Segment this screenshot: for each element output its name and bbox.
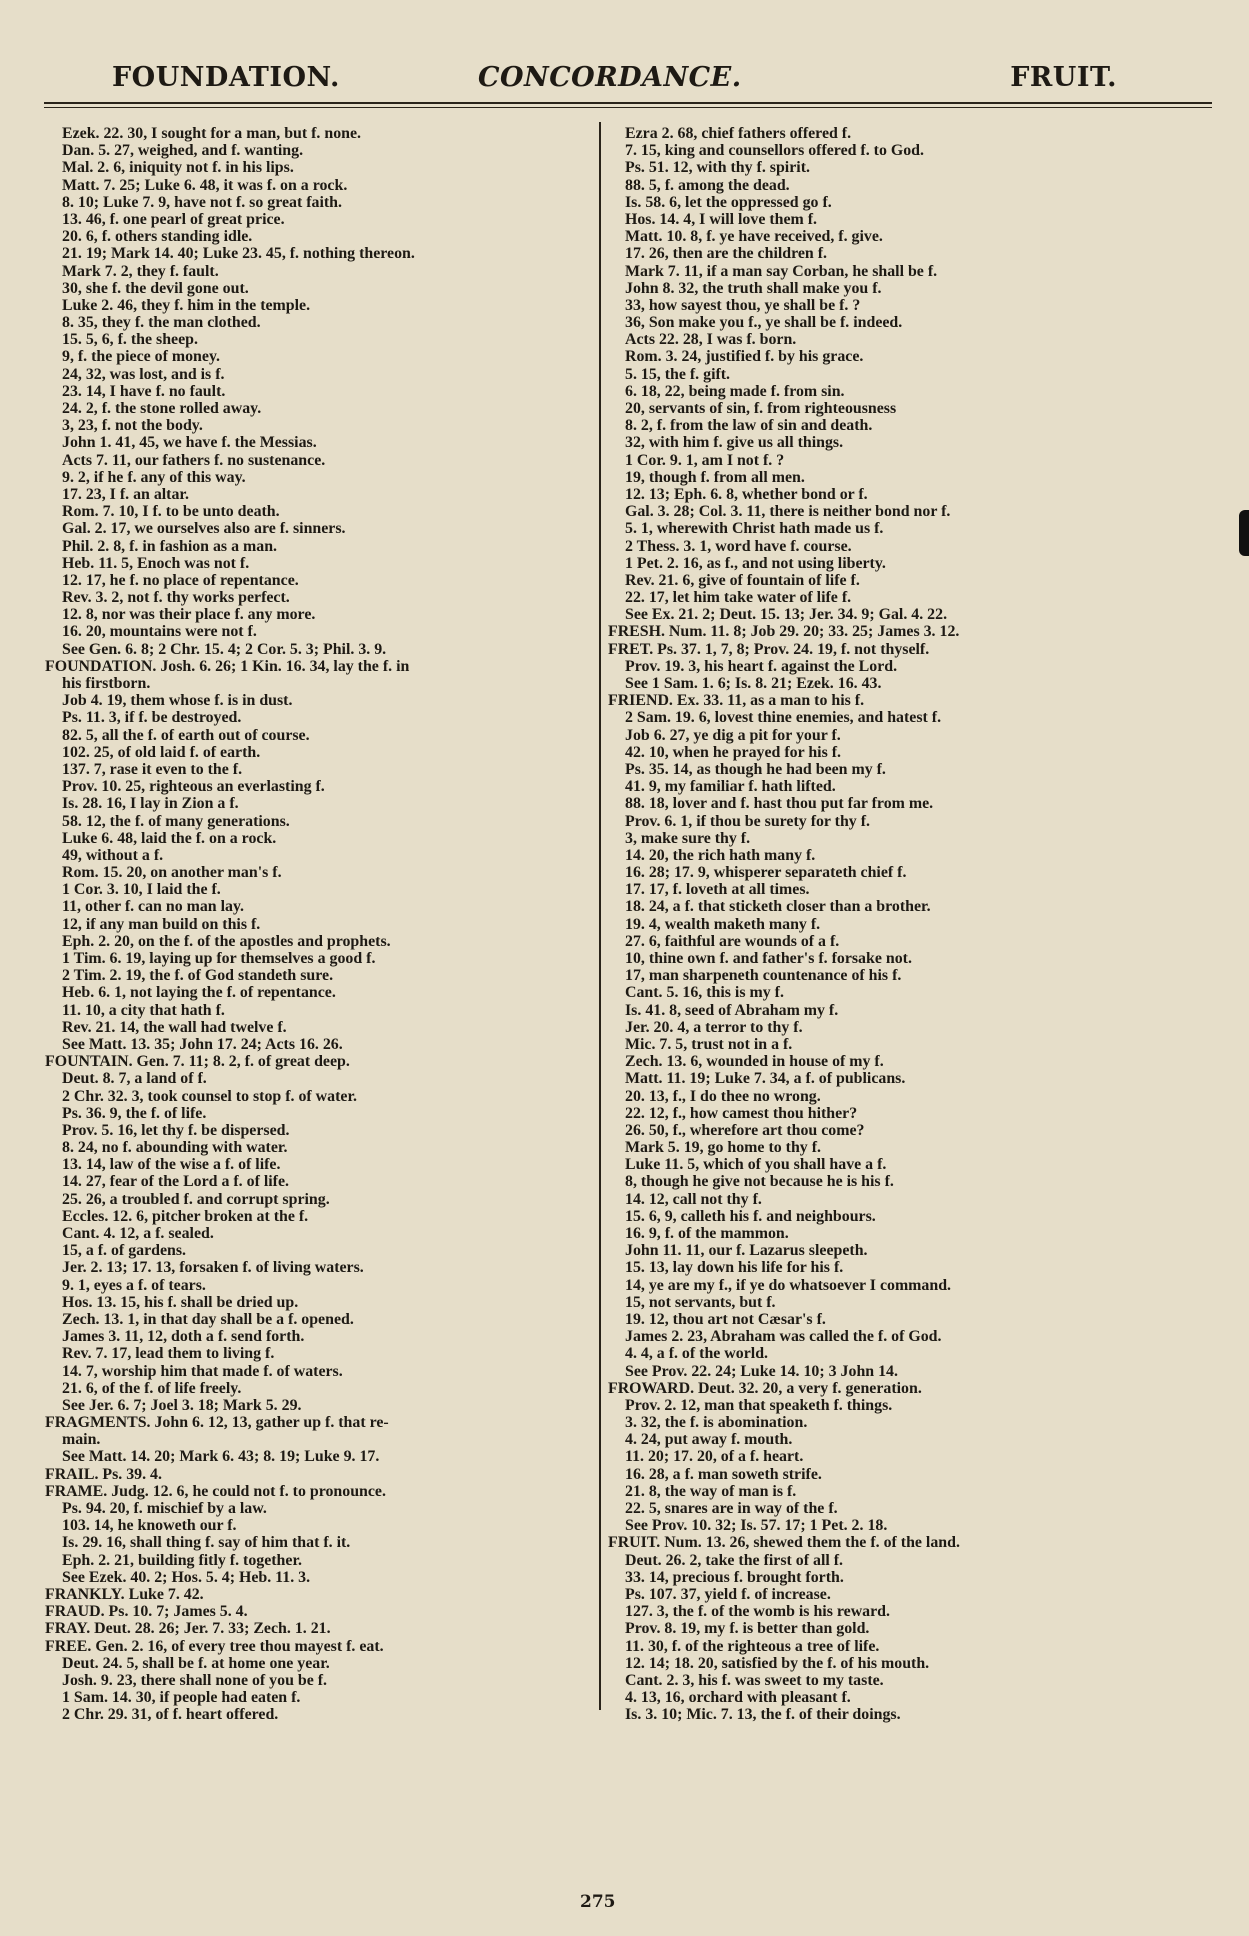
entry-reference-line: 1 Tim. 6. 19, laying up for themselves a good f. [62,950,376,967]
entry-reference-line: 3, make sure thy f. [625,829,751,847]
entry-reference-line: Prov. 2. 12, man that speaketh f. things. [625,1396,893,1414]
entry-headword-line: FRESH. Num. 11. 8; Job 29. 20; 33. 25; James 3. 12. [608,623,960,641]
entry-reference-line: 82. 5, all the f. of earth out of course. [62,726,310,744]
entry-reference-line: 12. 14; 18. 20, satisfied by the f. of his mouth. [625,1654,930,1672]
entry-reference-line: Job 6. 27, ye dig a pit for your f. [625,726,841,744]
entry-reference-line: 15. 13, lay down his life for his f. [625,1259,844,1277]
entry-headword-line: FRAUD. Ps. 10. 7; James 5. 4. [45,1603,248,1621]
entry-reference-line: 15, a f. of gardens. [62,1242,187,1260]
entry-reference-line: Phil. 2. 8, f. in fashion as a man. [62,537,278,555]
entry-headword-line: FRANKLY. Luke 7. 42. [45,1585,204,1603]
header-rule-thick [44,102,1212,104]
entry-reference-line: 15, not servants, but f. [625,1293,776,1311]
entry-reference-line: 88. 5, f. among the dead. [625,176,790,194]
entry-reference-line: 9. 1, eyes a f. of tears. [62,1276,206,1294]
entry-reference-line: 15. 5, 6, f. the sheep. [62,331,198,349]
entry-reference-line: Acts 7. 11, our fathers f. no sustenance. [62,451,326,469]
entry-reference-line: 20. 13, f., I do thee no wrong. [625,1087,821,1105]
entry-reference-line: 3. 32, the f. is abomination. [625,1414,808,1432]
entry-reference-line: 20. 6, f. others standing idle. [62,228,253,246]
entry-reference-line: Prov. 10. 25, righteous an everlasting f. [62,778,325,796]
entry-reference-line: Mic. 7. 5, trust not in a f. [625,1035,793,1053]
entry-reference-line: James 2. 23, Abraham was called the f. of God. [625,1328,942,1346]
entry-reference-line: 21. 8, the way of man is f. [625,1482,797,1500]
entry-reference-line: 2 Thess. 3. 1, word have f. course. [625,537,852,555]
entry-reference-line: 4. 4, a f. of the world. [625,1345,769,1363]
entry-reference-line: 7. 15, king and counsellors offered f. to God. [625,142,924,160]
entry-reference-line: Is. 3. 10; Mic. 7. 13, the f. of their doings. [625,1706,901,1724]
entry-reference-line: Jer. 2. 13; 17. 13, forsaken f. of living waters. [62,1259,364,1277]
entry-reference-line: Matt. 7. 25; Luke 6. 48, it was f. on a rock. [62,176,348,194]
entry-reference-line: 15. 6, 9, calleth his f. and neighbours. [625,1207,876,1225]
entry-reference-line: James 3. 11, 12, doth a f. send forth. [62,1328,305,1346]
entry-reference-line: 2 Chr. 29. 31, of f. heart offered. [62,1706,279,1724]
entry-reference-line: Luke 6. 48, laid the f. on a rock. [62,829,277,847]
entry-reference-line: See Prov. 22. 24; Luke 14. 10; 3 John 14. [625,1362,898,1380]
entry-reference-line: 24, 32, was lost, and is f. [62,365,225,383]
entry-headword-line: FRAME. Judg. 12. 6, he could not f. to pronounce. [45,1482,386,1500]
entry-reference-line: See Ex. 21. 2; Deut. 15. 13; Jer. 34. 9; Gal. 4. 22. [625,606,948,624]
entry-reference-line: 4. 13, 16, orchard with pleasant f. [625,1689,851,1707]
entry-reference-line: 22. 17, let him take water of life f. [625,589,852,607]
entry-reference-line: 10, thine own f. and father's f. forsake not. [625,950,912,967]
entry-reference-line: Prov. 19. 3, his heart f. against the Lord. [625,657,898,675]
entry-reference-line: 21. 6, of the f. of life freely. [62,1379,242,1397]
entry-reference-line: 42. 10, when he prayed for his f. [625,743,842,761]
entry-headword-line: FOUNDATION. Josh. 6. 26; 1 Kin. 16. 34, lay the f. in [45,657,410,675]
entry-reference-line: Deut. 24. 5, shall be f. at home one year. [62,1654,330,1672]
entry-reference-line: Zech. 13. 6, wounded in house of my f. [625,1053,884,1071]
entry-reference-line: Luke 2. 46, they f. him in the temple. [62,296,311,314]
entry-reference-line: 41. 9, my familiar f. hath lifted. [625,778,836,796]
entry-reference-line: 127. 3, the f. of the womb is his reward. [625,1603,890,1621]
entry-reference-line: John 1. 41, 45, we have f. the Messias. [62,434,317,452]
entry-reference-line: Rom. 3. 24, justified f. by his grace. [625,348,864,366]
entry-headword-line: FRUIT. Num. 13. 26, shewed them the f. of the land. [608,1534,960,1552]
entry-reference-line: 49, without a f. [62,846,164,864]
entry-reference-line: John 11. 11, our f. Lazarus sleepeth. [625,1242,868,1260]
entry-reference-line: 22. 5, snares are in way of the f. [625,1500,838,1517]
right-column [608,125,1174,1724]
entry-headword-line: FROWARD. Deut. 32. 20, a very f. generation. [608,1379,922,1397]
entry-reference-line: 23. 14, I have f. no fault. [62,382,226,400]
entry-reference-line: Luke 11. 5, which of you shall have a f. [625,1156,887,1174]
entry-reference-line: Is. 28. 16, I lay in Zion a f. [62,795,239,813]
entry-reference-line: 88. 18, lover and f. hast thou put far from me. [625,795,934,813]
entry-reference-line: Rev. 21. 14, the wall had twelve f. [62,1018,287,1036]
entry-reference-line: 103. 14, he knoweth our f. [62,1517,237,1535]
entry-reference-line: Zech. 13. 1, in that day shall be a f. opened. [62,1310,354,1328]
entry-reference-line: 14. 7, worship him that made f. of waters. [62,1362,343,1380]
entry-reference-line: 137. 7, rase it even to the f. [62,760,243,778]
header-rule-thin [44,107,1212,108]
entry-reference-line: 19, though f. from all men. [625,468,805,486]
entry-reference-line: 33, how sayest thou, ye shall be f. ? [625,296,861,314]
entry-reference-line: Rev. 7. 17, lead them to living f. [62,1345,275,1363]
entry-reference-line: Gal. 3. 28; Col. 3. 11, there is neither bond nor f. [625,503,951,521]
entry-reference-line: 24. 2, f. the stone rolled away. [62,400,262,417]
entry-reference-line: 2 Chr. 32. 3, took counsel to stop f. of water. [62,1087,358,1105]
entry-reference-line: 14. 20, the rich hath many f. [625,846,816,864]
entry-reference-line: 4. 24, put away f. mouth. [625,1431,793,1449]
entry-reference-line: Hos. 14. 4, I will love them f. [625,210,817,228]
entry-reference-line: 2 Sam. 19. 6, lovest thine enemies, and hatest f. [625,709,942,727]
entry-reference-line: 5. 15, the f. gift. [625,365,731,383]
entry-reference-line: 8. 10; Luke 7. 9, have not f. so great faith. [62,193,342,211]
entry-headword-line: FOUNTAIN. Gen. 7. 11; 8. 2, f. of great deep. [45,1053,350,1071]
entry-reference-line: Matt. 11. 19; Luke 7. 34, a f. of publicans. [625,1070,906,1088]
header-last-entry: FRUIT. [1010,62,1117,93]
entry-reference-line: 21. 19; Mark 14. 40; Luke 23. 45, f. nothing thereon. [62,245,415,263]
entry-reference-line: 13. 14, law of the wise a f. of life. [62,1156,281,1174]
entry-reference-line: Ps. 35. 14, as though he had been my f. [625,760,886,778]
entry-reference-line: Heb. 6. 1, not laying the f. of repentance. [62,984,336,1002]
entry-reference-line: Mark 7. 11, if a man say Corban, he shall be f. [625,262,938,280]
entry-reference-line: 27. 6, faithful are wounds of a f. [625,932,840,950]
entry-headword-line: FRAIL. Ps. 39. 4. [45,1465,162,1483]
entry-reference-line: Ps. 11. 3, if f. be destroyed. [62,709,242,727]
entry-reference-line: Is. 58. 6, let the oppressed go f. [625,193,832,211]
entry-headword-line: FREE. Gen. 2. 16, of every tree thou mayest f. eat. [45,1637,384,1655]
entry-reference-line: Acts 22. 28, I was f. born. [625,331,797,349]
entry-reference-line: 25. 26, a troubled f. and corrupt spring. [62,1190,330,1208]
entry-reference-line: 32, with him f. give us all things. [625,434,844,452]
entry-reference-line: 30, she f. the devil gone out. [62,279,249,297]
entry-reference-line: 12. 17, he f. no place of repentance. [62,571,299,589]
entry-reference-line: 20, servants of sin, f. from righteousness [625,400,897,417]
entry-reference-line: Rev. 3. 2, not f. thy works perfect. [62,589,290,607]
entry-reference-line: 8. 2, f. from the law of sin and death. [625,417,873,435]
entry-reference-line: Prov. 5. 16, let thy f. be dispersed. [62,1121,290,1139]
entry-reference-line: Rev. 21. 6, give of fountain of life f. [625,571,860,589]
entry-reference-line: 26. 50, f., wherefore art thou come? [625,1121,865,1139]
header-title: CONCORDANCE. [478,62,742,93]
running-header [0,62,1249,112]
entry-reference-line: Job 4. 19, them whose f. is in dust. [62,692,293,710]
entry-reference-line: Mark 5. 19, go home to thy f. [625,1139,821,1157]
entry-reference-line: 11. 20; 17. 20, of a f. heart. [625,1448,804,1466]
entry-reference-line: Cant. 2. 3, his f. was sweet to my taste. [625,1671,884,1689]
entry-reference-line: Prov. 6. 1, if thou be surety for thy f. [625,812,870,830]
entry-reference-line: Jer. 20. 4, a terror to thy f. [625,1018,803,1036]
entry-reference-line: 1 Pet. 2. 16, as f., and not using liberty. [625,554,886,572]
entry-reference-line: Ps. 36. 9, the f. of life. [62,1104,207,1122]
entry-reference-line: Deut. 26. 2, take the first of all f. [625,1551,844,1569]
entry-reference-line: 17. 26, then are the children f. [625,245,828,263]
entry-reference-line: Mal. 2. 6, iniquity not f. in his lips. [62,159,294,177]
entry-continuation-line: his firstborn. [62,675,151,692]
entry-reference-line: Eccles. 12. 6, pitcher broken at the f. [62,1207,309,1225]
entry-reference-line: 19. 12, thou art not Cæsar's f. [625,1310,826,1328]
entry-reference-line: 2 Tim. 2. 19, the f. of God standeth sure. [62,967,334,985]
entry-reference-line: 1 Sam. 14. 30, if people had eaten f. [62,1689,301,1707]
entry-reference-line: 8. 24, no f. abounding with water. [62,1139,288,1157]
entry-reference-line: John 8. 32, the truth shall make you f. [625,279,882,297]
entry-reference-line: 102. 25, of old laid f. of earth. [62,743,261,761]
entry-reference-line: 14. 12, call not thy f. [625,1190,762,1208]
entry-reference-line: 17. 17, f. loveth at all times. [625,881,810,899]
entry-reference-line: Gal. 2. 17, we ourselves also are f. sinners. [62,520,346,538]
entry-reference-line: 6. 18, 22, being made f. from sin. [625,382,845,400]
entry-reference-line: 22. 12, f., how camest thou hither? [625,1104,858,1122]
entry-reference-line: Prov. 8. 19, my f. is better than gold. [625,1620,870,1638]
entry-reference-line: Ps. 107. 37, yield f. of increase. [625,1585,831,1603]
entry-reference-line: Ezek. 22. 30, I sought for a man, but f. none. [62,125,362,142]
left-column [45,125,593,1724]
column-divider [599,122,601,1710]
entry-reference-line: Deut. 8. 7, a land of f. [62,1070,207,1088]
entry-reference-line: 14, ye are my f., if ye do whatsoever I command. [625,1276,952,1294]
entry-reference-line: Josh. 9. 23, there shall none of you be f. [62,1671,328,1689]
entry-reference-line: 33. 14, precious f. brought forth. [625,1568,844,1586]
entry-reference-line: 12, if any man build on this f. [62,915,261,933]
entry-reference-line: 9. 2, if he f. any of this way. [62,468,246,486]
entry-reference-line: Is. 41. 8, seed of Abraham my f. [625,1001,839,1019]
entry-reference-line: Cant. 4. 12, a f. sealed. [62,1225,214,1242]
entry-headword-line: FRET. Ps. 37. 1, 7, 8; Prov. 24. 19, f. not thyself. [608,640,930,658]
page-number: 275 [580,1892,616,1912]
page-edge-mark [1239,510,1249,556]
entry-reference-line: 16. 28; 17. 9, whisperer separateth chief f. [625,864,907,882]
header-first-entry: FOUNDATION. [112,62,340,93]
entry-reference-line: See Gen. 6. 8; 2 Chr. 15. 4; 2 Cor. 5. 3; Phil. 3. 9. [62,640,387,658]
entry-reference-line: Ezra 2. 68, chief fathers offered f. [625,125,852,142]
entry-headword-line: FRAGMENTS. John 6. 12, 13, gather up f. that re- [45,1414,389,1432]
entry-reference-line: See Ezek. 40. 2; Hos. 5. 4; Heb. 11. 3. [62,1568,311,1586]
entry-reference-line: 16. 28, a f. man soweth strife. [625,1465,822,1483]
entry-reference-line: 14. 27, fear of the Lord a f. of life. [62,1173,289,1191]
entry-reference-line: Eph. 2. 20, on the f. of the apostles and prophets. [62,932,391,950]
entry-reference-line: Mark 7. 2, they f. fault. [62,262,219,280]
entry-reference-line: 1 Cor. 9. 1, am I not f. ? [625,451,785,469]
entry-headword-line: FRAY. Deut. 28. 26; Jer. 7. 33; Zech. 1. 21. [45,1620,331,1638]
entry-reference-line: Eph. 2. 21, building fitly f. together. [62,1551,303,1569]
entry-headword-line: FRIEND. Ex. 33. 11, as a man to his f. [608,692,865,710]
entry-reference-line: 13. 46, f. one pearl of great price. [62,210,285,228]
entry-reference-line: See Matt. 14. 20; Mark 6. 43; 8. 19; Luke 9. 17. [62,1448,380,1466]
entry-reference-line: 11. 30, f. of the righteous a tree of life. [625,1637,880,1655]
entry-reference-line: 5. 1, wherewith Christ hath made us f. [625,520,884,538]
entry-reference-line: Rom. 7. 10, I f. to be unto death. [62,503,280,521]
entry-reference-line: 8. 35, they f. the man clothed. [62,314,261,332]
entry-reference-line: 12. 8, nor was their place f. any more. [62,606,316,624]
entry-reference-line: See Matt. 13. 35; John 17. 24; Acts 16. 26. [62,1035,343,1053]
entry-reference-line: 9, f. the piece of money. [62,348,220,366]
entry-reference-line: 16. 20, mountains were not f. [62,623,257,641]
entry-reference-line: Is. 29. 16, shall thing f. say of him that f. it. [62,1534,351,1552]
entry-reference-line: 11. 10, a city that hath f. [62,1001,225,1019]
entry-reference-line: 1 Cor. 3. 10, I laid the f. [62,881,221,899]
entry-reference-line: 8, though he give not because he is his f. [625,1173,894,1191]
entry-reference-line: 3, 23, f. not the body. [62,417,203,435]
entry-continuation-line: main. [62,1431,101,1449]
entry-reference-line: Dan. 5. 27, weighed, and f. wanting. [62,142,304,160]
entry-reference-line: 36, Son make you f., ye shall be f. indeed. [625,314,903,332]
entry-reference-line: 58. 12, the f. of many generations. [62,812,290,830]
entry-reference-line: Matt. 10. 8, f. ye have received, f. give. [625,228,883,246]
entry-reference-line: Ps. 94. 20, f. mischief by a law. [62,1500,267,1517]
entry-reference-line: See Jer. 6. 7; Joel 3. 18; Mark 5. 29. [62,1396,302,1414]
entry-reference-line: Rom. 15. 20, on another man's f. [62,864,282,882]
entry-reference-line: See Prov. 10. 32; Is. 57. 17; 1 Pet. 2. 18. [625,1517,888,1535]
entry-reference-line: 12. 13; Eph. 6. 8, whether bond or f. [625,485,868,503]
entry-reference-line: 18. 24, a f. that sticketh closer than a brother. [625,898,931,916]
entry-reference-line: Cant. 5. 16, this is my f. [625,984,784,1002]
entry-reference-line: 17. 23, I f. an altar. [62,485,189,503]
entry-reference-line: 17, man sharpeneth countenance of his f. [625,967,902,985]
entry-reference-line: See 1 Sam. 1. 6; Is. 8. 21; Ezek. 16. 43. [625,675,882,692]
entry-reference-line: 19. 4, wealth maketh many f. [625,915,821,933]
entry-reference-line: Ps. 51. 12, with thy f. spirit. [625,159,810,177]
entry-reference-line: 11, other f. can no man lay. [62,898,245,916]
entry-reference-line: Heb. 11. 5, Enoch was not f. [62,554,250,572]
entry-reference-line: 16. 9, f. of the mammon. [625,1225,789,1242]
entry-reference-line: Hos. 13. 15, his f. shall be dried up. [62,1293,299,1311]
